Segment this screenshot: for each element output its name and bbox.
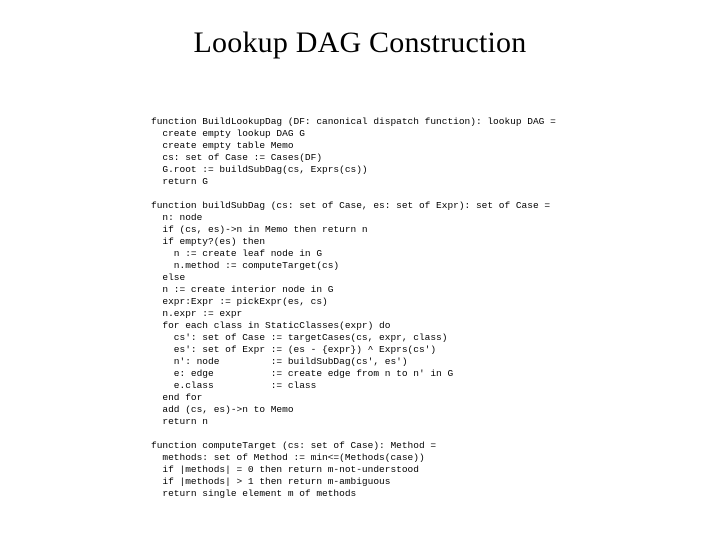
code-line: n.expr := expr xyxy=(151,308,243,319)
code-line: n.method := computeTarget(cs) xyxy=(151,260,340,271)
code-line: if |methods| = 0 then return m-not-understood xyxy=(151,464,419,475)
code-line: G.root := buildSubDag(cs, Exprs(cs)) xyxy=(151,164,368,175)
code-line: es': set of Expr := (es - {expr}) ^ Exprs(cs') xyxy=(151,344,437,355)
code-spacer xyxy=(151,428,711,440)
code-line: n: node xyxy=(151,212,203,223)
code-line: return G xyxy=(151,176,209,187)
code-line: n := create leaf node in G xyxy=(151,248,323,259)
code-line: function BuildLookupDag (DF: canonical dispatch function): lookup DAG = xyxy=(151,116,556,127)
code-line: if (cs, es)->n in Memo then return n xyxy=(151,224,368,235)
code-line: else xyxy=(151,272,186,283)
code-line: function computeTarget (cs: set of Case): Method = xyxy=(151,440,437,451)
code-line: n := create interior node in G xyxy=(151,284,334,295)
compute-target-function xyxy=(151,440,711,500)
pseudocode-block xyxy=(151,116,711,500)
code-line: create empty lookup DAG G xyxy=(151,128,305,139)
code-line: methods: set of Method := min<=(Methods(case)) xyxy=(151,452,425,463)
build-sub-dag-function xyxy=(151,200,711,428)
code-line: e: edge := create edge from n to n' in G xyxy=(151,368,454,379)
code-line: cs: set of Case := Cases(DF) xyxy=(151,152,323,163)
build-lookup-dag-function xyxy=(151,116,711,188)
code-line: end for xyxy=(151,392,203,403)
code-line: n': node := buildSubDag(cs', es') xyxy=(151,356,408,367)
code-line: expr:Expr := pickExpr(es, cs) xyxy=(151,296,328,307)
code-line: e.class := class xyxy=(151,380,317,391)
code-line: return n xyxy=(151,416,209,427)
code-spacer xyxy=(151,188,711,200)
code-line: for each class in StaticClasses(expr) do xyxy=(151,320,391,331)
code-line: return single element m of methods xyxy=(151,488,357,499)
code-line: if empty?(es) then xyxy=(151,236,266,247)
code-line: if |methods| > 1 then return m-ambiguous xyxy=(151,476,391,487)
code-line: create empty table Memo xyxy=(151,140,294,151)
slide-title: Lookup DAG Construction xyxy=(193,26,527,59)
code-line: cs': set of Case := targetCases(cs, expr, class) xyxy=(151,332,448,343)
code-line: add (cs, es)->n to Memo xyxy=(151,404,294,415)
code-line: function buildSubDag (cs: set of Case, es: set of Expr): set of Case = xyxy=(151,200,551,211)
